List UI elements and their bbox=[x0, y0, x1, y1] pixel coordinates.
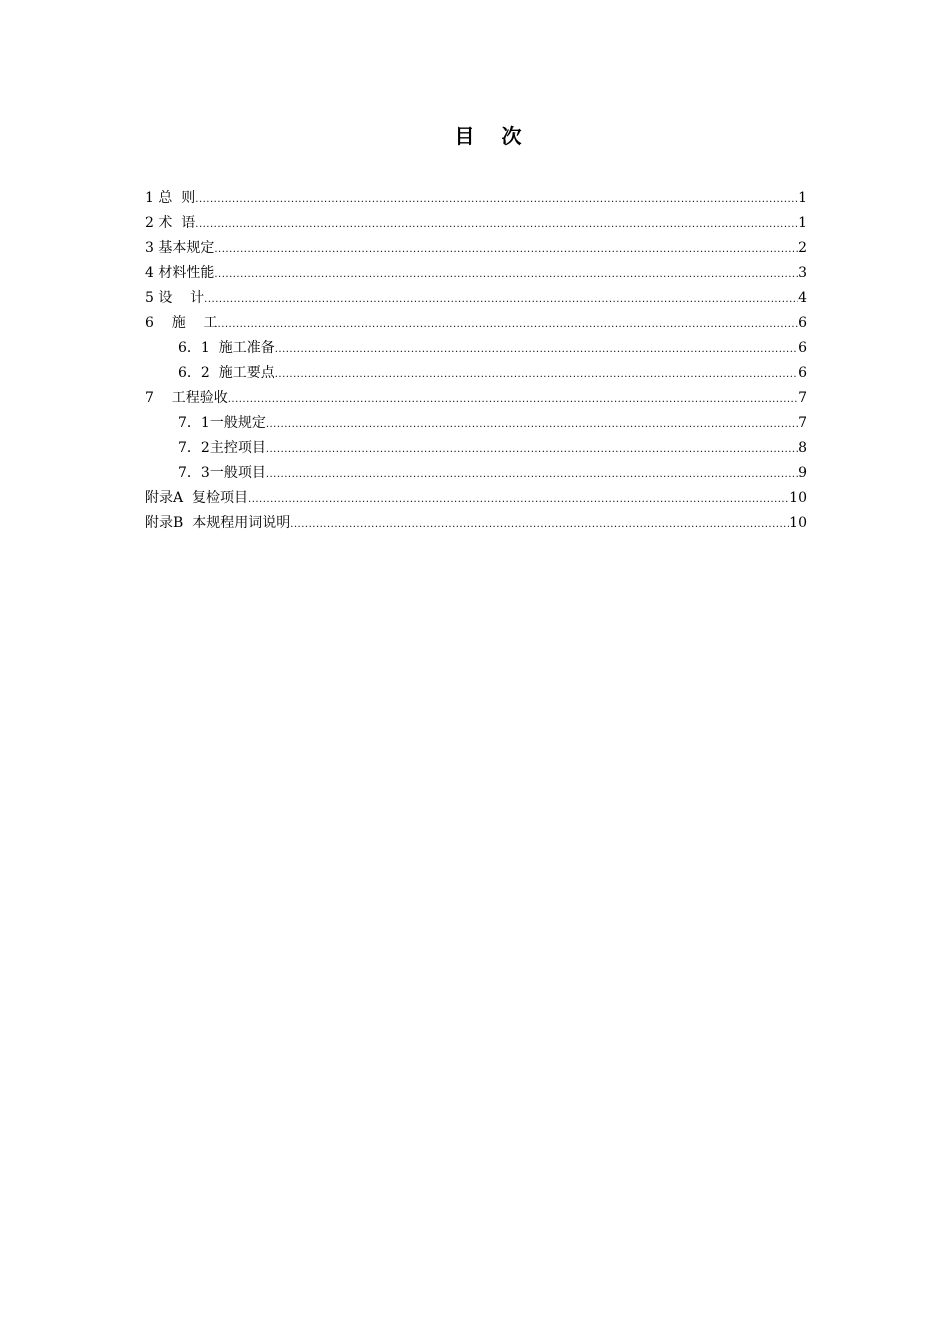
toc-entry-label: 7 工程验收 bbox=[145, 390, 228, 406]
toc-dot-leader bbox=[204, 287, 798, 312]
toc-entry-label: 7．1一般规定 bbox=[178, 415, 266, 431]
toc-entry-label: 3 基本规定 bbox=[145, 240, 215, 256]
page-title: 目 次 bbox=[454, 124, 532, 148]
toc-dot-leader bbox=[214, 237, 798, 262]
toc-entry-page: 10 bbox=[789, 515, 807, 531]
toc-entry-page: 2 bbox=[798, 240, 807, 256]
toc-entry-label: 4 材料性能 bbox=[145, 265, 215, 281]
toc-subentry[interactable] bbox=[145, 336, 807, 361]
toc-entry-page: 8 bbox=[798, 440, 807, 456]
toc-entry-label: 2 术 语 bbox=[145, 215, 196, 231]
toc-dot-leader bbox=[228, 387, 798, 412]
toc-entry[interactable] bbox=[145, 286, 807, 311]
toc-dot-leader bbox=[266, 462, 798, 487]
toc-entry-page: 1 bbox=[798, 215, 807, 231]
toc-entry-page: 6 bbox=[798, 340, 807, 356]
toc-entry[interactable] bbox=[145, 386, 807, 411]
toc-entry[interactable] bbox=[145, 236, 807, 261]
toc-entry-page: 10 bbox=[789, 490, 807, 506]
toc-entry-label: 6 施 工 bbox=[145, 315, 218, 331]
toc-entry-label: 附录B 本规程用词说明 bbox=[145, 515, 291, 531]
toc-dot-leader bbox=[214, 262, 798, 287]
toc-entry-page: 4 bbox=[798, 290, 807, 306]
toc-entry-label: 6．2 施工要点 bbox=[178, 365, 275, 381]
toc-entry-label: 7．2主控项目 bbox=[178, 440, 266, 456]
toc-entry-page: 1 bbox=[798, 190, 807, 206]
toc-dot-leader bbox=[266, 437, 798, 462]
toc-entry-page: 7 bbox=[798, 390, 807, 406]
toc-dot-leader bbox=[218, 312, 799, 337]
toc-subentry[interactable] bbox=[145, 461, 807, 486]
toc-entry-page: 6 bbox=[798, 315, 807, 331]
toc-subentry[interactable] bbox=[145, 411, 807, 436]
toc-entry[interactable] bbox=[145, 486, 807, 511]
toc-entry[interactable] bbox=[145, 311, 807, 336]
table-of-contents bbox=[145, 186, 807, 536]
toc-entry-page: 3 bbox=[798, 265, 807, 281]
toc-entry[interactable] bbox=[145, 511, 807, 536]
toc-dot-leader bbox=[195, 212, 798, 237]
toc-entry-label: 7．3一般项目 bbox=[178, 465, 266, 481]
toc-entry-label: 6．1 施工准备 bbox=[178, 340, 275, 356]
toc-dot-leader bbox=[195, 187, 798, 212]
toc-entry[interactable] bbox=[145, 261, 807, 286]
toc-dot-leader bbox=[275, 337, 798, 362]
toc-entry[interactable] bbox=[145, 186, 807, 211]
toc-entry-label: 1 总 则 bbox=[145, 190, 196, 206]
toc-dot-leader bbox=[266, 412, 798, 437]
toc-dot-leader bbox=[248, 487, 789, 512]
toc-entry-page: 6 bbox=[798, 365, 807, 381]
toc-dot-leader bbox=[290, 512, 789, 537]
toc-entry-page: 9 bbox=[798, 465, 807, 481]
toc-entry-label: 附录A 复检项目 bbox=[145, 490, 249, 506]
toc-subentry[interactable] bbox=[145, 361, 807, 386]
toc-entry-label: 5 设 计 bbox=[145, 290, 205, 306]
toc-entry[interactable] bbox=[145, 211, 807, 236]
toc-entry-page: 7 bbox=[798, 415, 807, 431]
toc-dot-leader bbox=[275, 362, 798, 387]
toc-subentry[interactable] bbox=[145, 436, 807, 461]
